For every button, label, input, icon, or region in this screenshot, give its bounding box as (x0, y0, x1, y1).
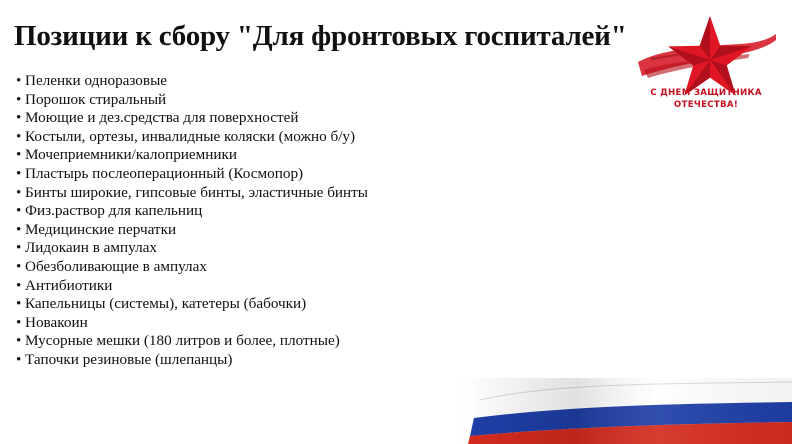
list-item: • Физ.раствор для капельниц (16, 202, 368, 221)
russian-flag-icon (460, 378, 792, 444)
list-item: • Мусорные мешки (180 литров и более, плотные) (16, 332, 368, 351)
list-item: • Бинты широкие, гипсовые бинты, эластичные бинты (16, 184, 368, 203)
page-title: Позиции к сбору "Для фронтовых госпиталей" (14, 20, 627, 52)
list-item: • Моющие и дез.средства для поверхностей (16, 109, 368, 128)
list-item: • Тапочки резиновые (шлепанцы) (16, 351, 368, 370)
list-item: • Обезболивающие в ампулах (16, 258, 368, 277)
list-item: • Порошок стиральный (16, 91, 368, 110)
badge-caption-line2: ОТЕЧЕСТВА! (673, 99, 739, 110)
list-item: • Медицинские перчатки (16, 221, 368, 240)
badge-caption (634, 88, 778, 111)
item-list (16, 72, 368, 370)
list-item: • Лидокаин в ампулах (16, 239, 368, 258)
list-item: • Пеленки одноразовые (16, 72, 368, 91)
list-item: • Мочеприемники/калоприемники (16, 146, 368, 165)
list-item: • Антибиотики (16, 277, 368, 296)
list-item: • Новакоин (16, 314, 368, 333)
list-item: • Костыли, ортезы, инвалидные коляски (можно б/у) (16, 128, 368, 147)
badge-caption-line1: С ДНЕМ ЗАЩИТНИКА (650, 88, 762, 98)
list-item: • Пластырь послеоперационный (Космопор) (16, 165, 368, 184)
list-item: • Капельницы (системы), катетеры (бабочки) (16, 295, 368, 314)
